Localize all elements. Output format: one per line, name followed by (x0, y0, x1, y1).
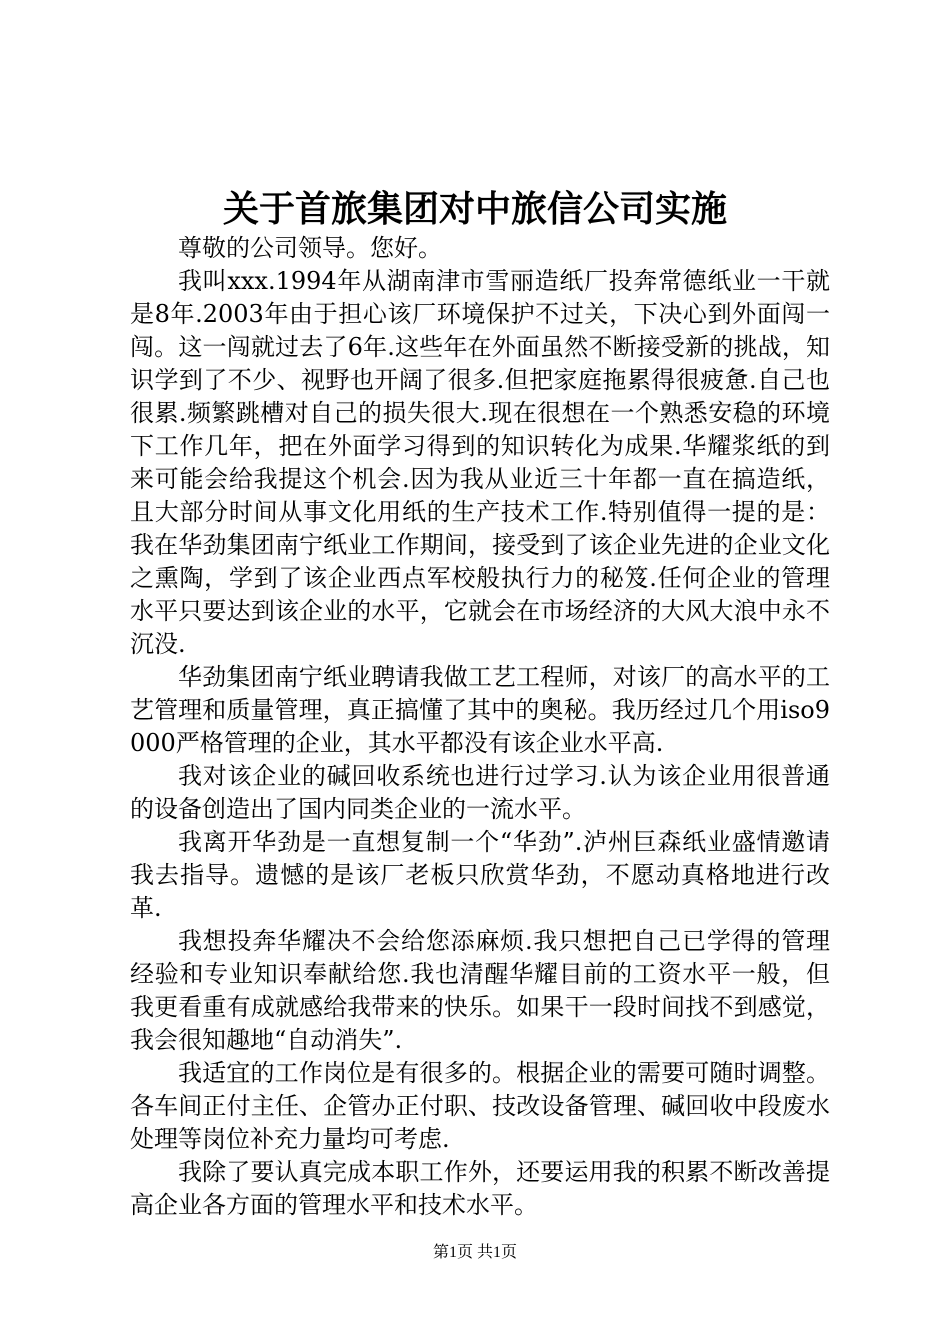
paragraph-positions: 我适宜的工作岗位是有很多的。根据企业的需要可随时调整。各车间正付主任、企管办正付职、技改设备管理、碱回收中段废水处理等岗位补充力量均可考虑. (130, 1059, 830, 1153)
paragraph-leaving: 我离开华劲是一直想复制一个“华劲”.泸州巨森纸业盛情邀请我去指导。遗憾的是该厂老板只欣赏华劲，不愿动真格地进行改革. (130, 828, 830, 922)
document-body (130, 232, 830, 1222)
paragraph-engineer-role: 华劲集团南宁纸业聘请我做工艺工程师，对该厂的高水平的工艺管理和质量管理，真正搞懂了其中的奥秘。我历经过几个用iso9000严格管理的企业，其水平都没有该企业水平高. (130, 663, 830, 757)
document-title: 关于首旅集团对中旅信公司实施 (222, 188, 727, 230)
page-number-footer: 第1页 共1页 (432, 1244, 517, 1261)
paragraph-motivation: 我想投奔华耀决不会给您添麻烦.我只想把自己已学得的管理经验和专业知识奉献给您.我也清醒华耀目前的工资水平一般，但我更看重有成就感给我带来的快乐。如果干一段时间找不到感觉，我会很知趣地“自动消失”. (130, 927, 830, 1054)
paragraph-introduction: 我叫xxx.1994年从湖南津市雪丽造纸厂投奔常德纸业一干就是8年.2003年由于担心该厂环境保护不过关，下决心到外面闯一闯。这一闯就过去了6年.这些年在外面虽然不断接受新的挑战，知识学到了不少、视野也开阔了很多.但把家庭拖累得很疲惫.自己也很累.频繁跳槽对自己的损失很大.现在很想在一个熟悉安稳的环境下工作几年，把在外面学习得到的知识转化为成果.华耀浆纸的到来可能会给我提这个机会.因为我从业近三十年都一直在搞造纸，且大部分时间从事文化用纸的生产技术工作.特别值得一提的是：我在华劲集团南宁纸业工作期间，接受到了该企业先进的企业文化之熏陶，学到了该企业西点军校般执行力的秘笈.任何企业的管理水平只要达到该企业的水平，它就会在市场经济的大风大浪中永不沉没. (130, 267, 830, 658)
paragraph-recovery-system: 我对该企业的碱回收系统也进行过学习.认为该企业用很普通的设备创造出了国内同类企业的一流水平。 (130, 762, 830, 823)
paragraph-closing: 我除了要认真完成本职工作外，还要运用我的积累不断改善提高企业各方面的管理水平和技术水平。 (130, 1158, 830, 1219)
paragraph-greeting: 尊敬的公司领导。您好。 (178, 234, 442, 262)
